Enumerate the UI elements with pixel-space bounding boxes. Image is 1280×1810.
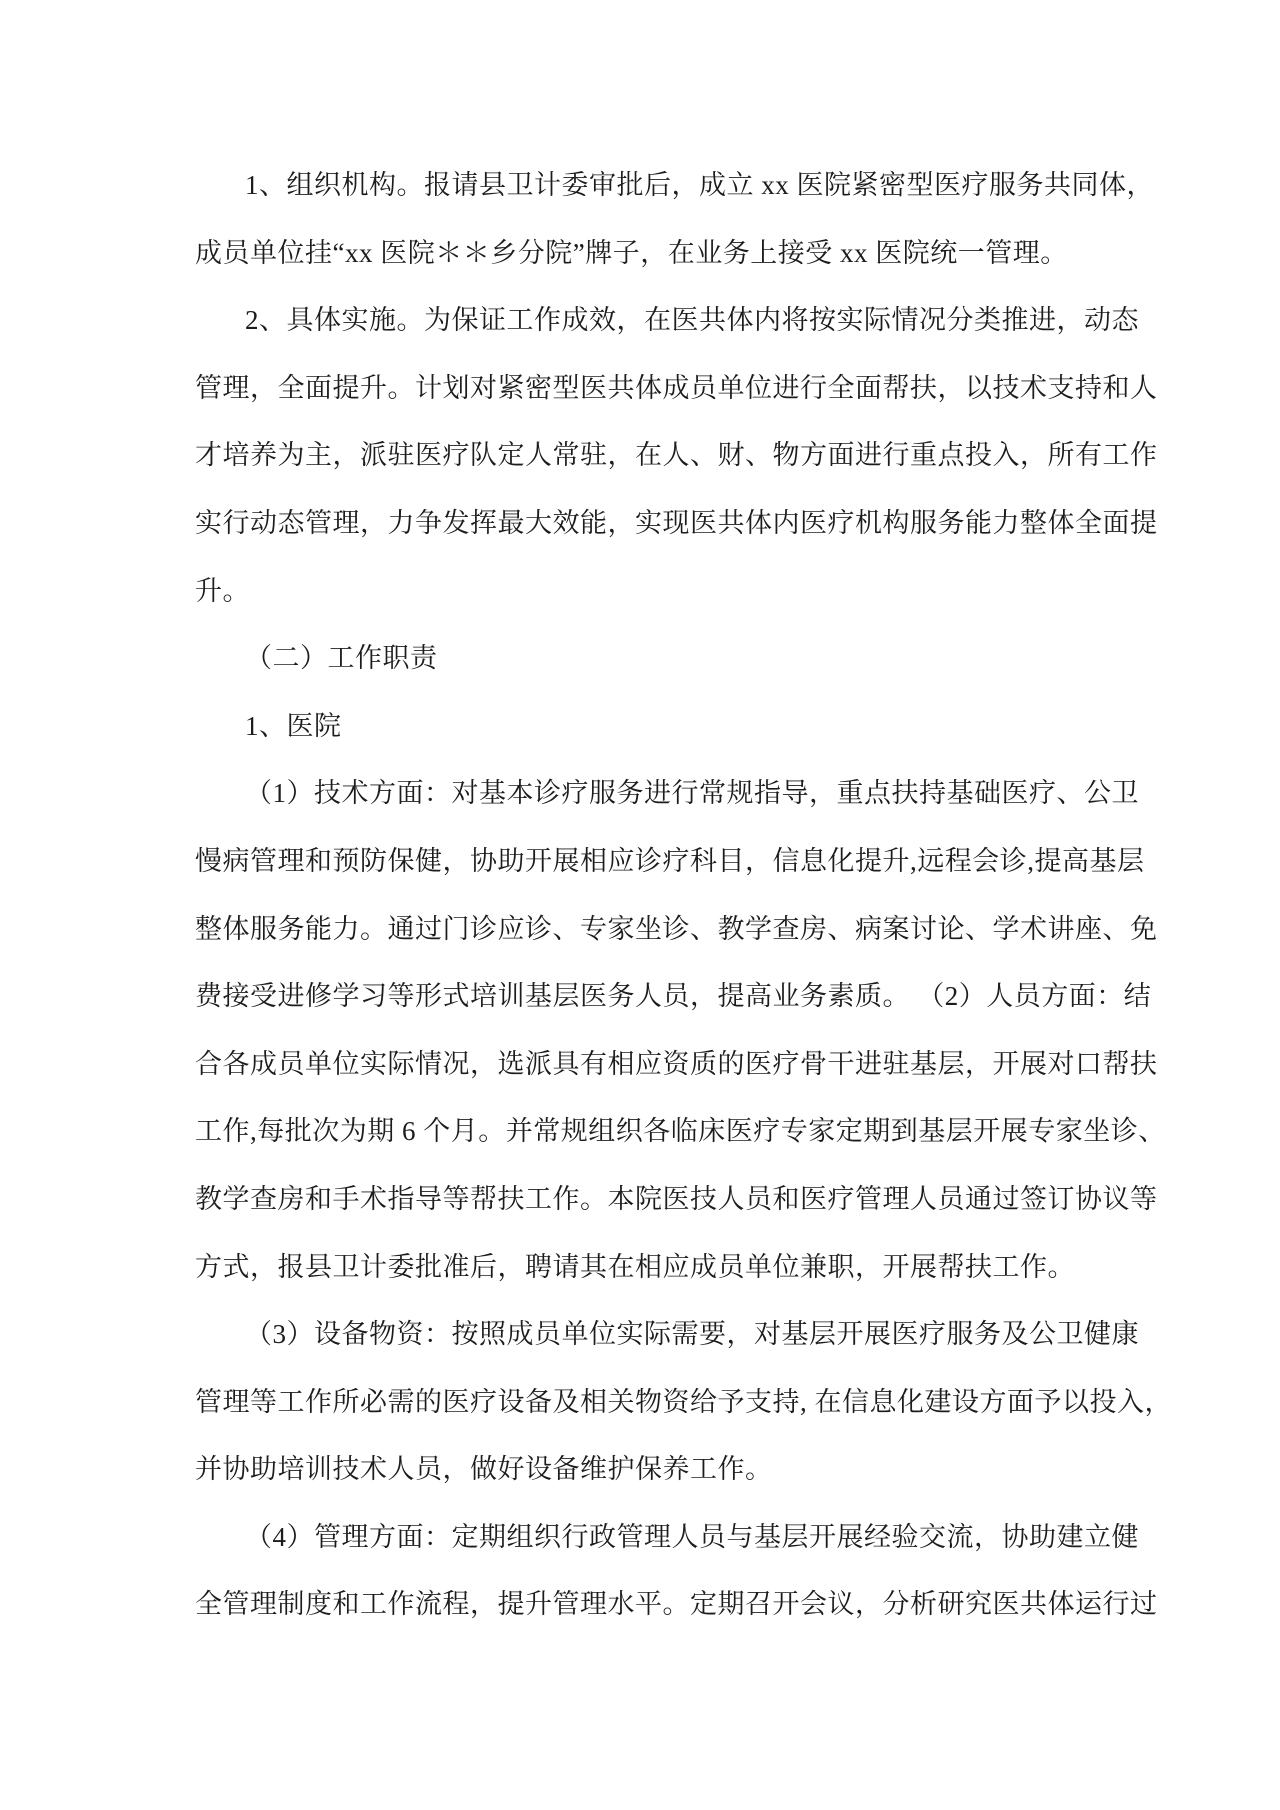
doc-line: 才培养为主，派驻医疗队定人常驻，在人、财、物方面进行重点投入，所有工作 (195, 440, 1158, 471)
doc-line: 1、组织机构。报请县卫计委审批后，成立 xx 医院紧密型医疗服务共同体， (245, 170, 1154, 200)
doc-line: 慢病管理和预防保健，协助开展相应诊疗科目，信息化提升,远程会诊,提高基层 (195, 845, 1145, 876)
doc-line: 整体服务能力。通过门诊应诊、专家坐诊、教学查房、病案讨论、学术讲座、免 (195, 913, 1158, 944)
doc-line: 升。 (195, 575, 250, 606)
doc-line: 全管理制度和工作流程，提升管理水平。定期召开会议，分析研究医共体运行过 (195, 1589, 1158, 1620)
doc-heading-line: 1、医院 (245, 710, 342, 741)
doc-line: 成员单位挂“xx 医院＊＊乡分院”牌子，在业务上接受 xx 医院统一管理。 (195, 237, 1068, 268)
doc-line: 管理等工作所必需的医疗设备及相关物资给予支持, 在信息化建设方面予以投入， (195, 1386, 1172, 1417)
doc-line: 实行动态管理，力争发挥最大效能，实现医共体内医疗机构服务能力整体全面提 (195, 507, 1158, 538)
doc-line: 2、具体实施。为保证工作成效，在医共体内将按实际情况分类推进，动态 (245, 305, 1139, 336)
doc-line: （1）技术方面：对基本诊疗服务进行常规指导，重点扶持基础医疗、公卫 (245, 778, 1139, 809)
doc-line: 并协助培训技术人员，做好设备维护保养工作。 (195, 1454, 773, 1485)
doc-line: （4）管理方面：定期组织行政管理人员与基层开展经验交流，协助建立健 (245, 1521, 1139, 1552)
doc-line: 教学查房和手术指导等帮扶工作。本院医技人员和医疗管理人员通过签订协议等 (195, 1183, 1158, 1214)
doc-line: 费接受进修学习等形式培训基层医务人员，提高业务素质。 （2）人员方面：结 (195, 981, 1152, 1012)
doc-line: 工作,每批次为期 6 个月。并常规组织各临床医疗专家定期到基层开展专家坐诊、 (195, 1116, 1166, 1147)
document-text-block (195, 152, 1172, 1639)
doc-line: 方式，报县卫计委批准后，聘请其在相应成员单位兼职，开展帮扶工作。 (195, 1251, 1075, 1282)
doc-line: 管理，全面提升。计划对紧密型医共体成员单位进行全面帮扶，以技术支持和人 (195, 372, 1158, 403)
doc-line: 合各成员单位实际情况，选派具有相应资质的医疗骨干进驻基层，开展对口帮扶 (195, 1048, 1158, 1079)
doc-heading-line: （二）工作职责 (245, 643, 438, 674)
doc-line: （3）设备物资：按照成员单位实际需要，对基层开展医疗服务及公卫健康 (245, 1319, 1139, 1350)
